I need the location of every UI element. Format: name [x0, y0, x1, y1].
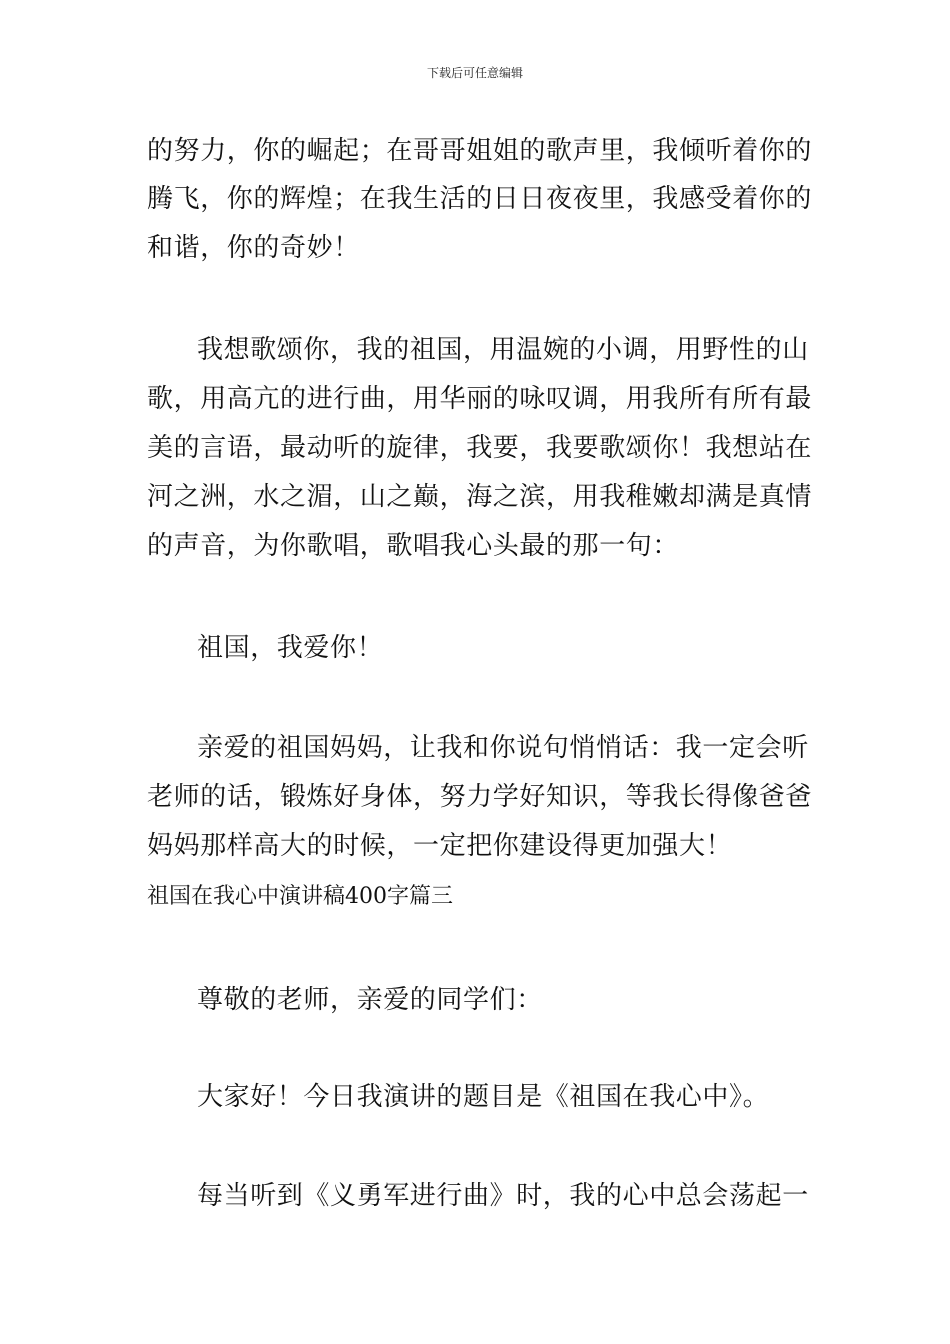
- paragraph-2-line-1: 我想歌颂你，我的祖国，用温婉的小调，用野性的山: [197, 335, 809, 365]
- paragraph-3-line-1: 祖国，我爱你！: [197, 633, 384, 663]
- paragraph-1-line-1: 的努力，你的崛起；在哥哥姐姐的歌声里，我倾听着你的: [147, 136, 813, 166]
- section-heading: 祖国在我心中演讲稿400字篇三: [147, 884, 453, 909]
- paragraph-2-line-2: 歌，用高亢的进行曲，用华丽的咏叹调，用我所有所有最: [147, 384, 813, 414]
- paragraph-7-line-1: 每当听到《义勇军进行曲》时，我的心中总会荡起一: [197, 1181, 809, 1211]
- paragraph-1-line-2: 腾飞，你的辉煌；在我生活的日日夜夜里，我感受着你的: [147, 184, 813, 214]
- paragraph-6-line-1: 大家好！今日我演讲的题目是《祖国在我心中》。: [197, 1082, 770, 1112]
- paragraph-5-line-1: 尊敬的老师，亲爱的同学们：: [197, 985, 543, 1015]
- paragraph-2-line-3: 美的言语，最动听的旋律，我要，我要歌颂你！我想站在: [147, 433, 813, 463]
- page-header: 下载后可任意编辑: [426, 66, 523, 80]
- paragraph-4-line-1: 亲爱的祖国妈妈，让我和你说句悄悄话：我一定会听: [197, 733, 809, 763]
- paragraph-4-line-3: 妈妈那样高大的时候，一定把你建设得更加强大！: [147, 831, 733, 861]
- paragraph-4-line-2: 老师的话，锻炼好身体，努力学好知识，等我长得像爸爸: [147, 782, 813, 812]
- paragraph-1-line-3: 和谐，你的奇妙！: [147, 233, 360, 263]
- paragraph-2-line-5: 的声音，为你歌唱，歌唱我心头最的那一句：: [147, 531, 680, 561]
- paragraph-2-line-4: 河之洲，水之湄，山之巅，海之滨，用我稚嫩却满是真情: [147, 482, 813, 512]
